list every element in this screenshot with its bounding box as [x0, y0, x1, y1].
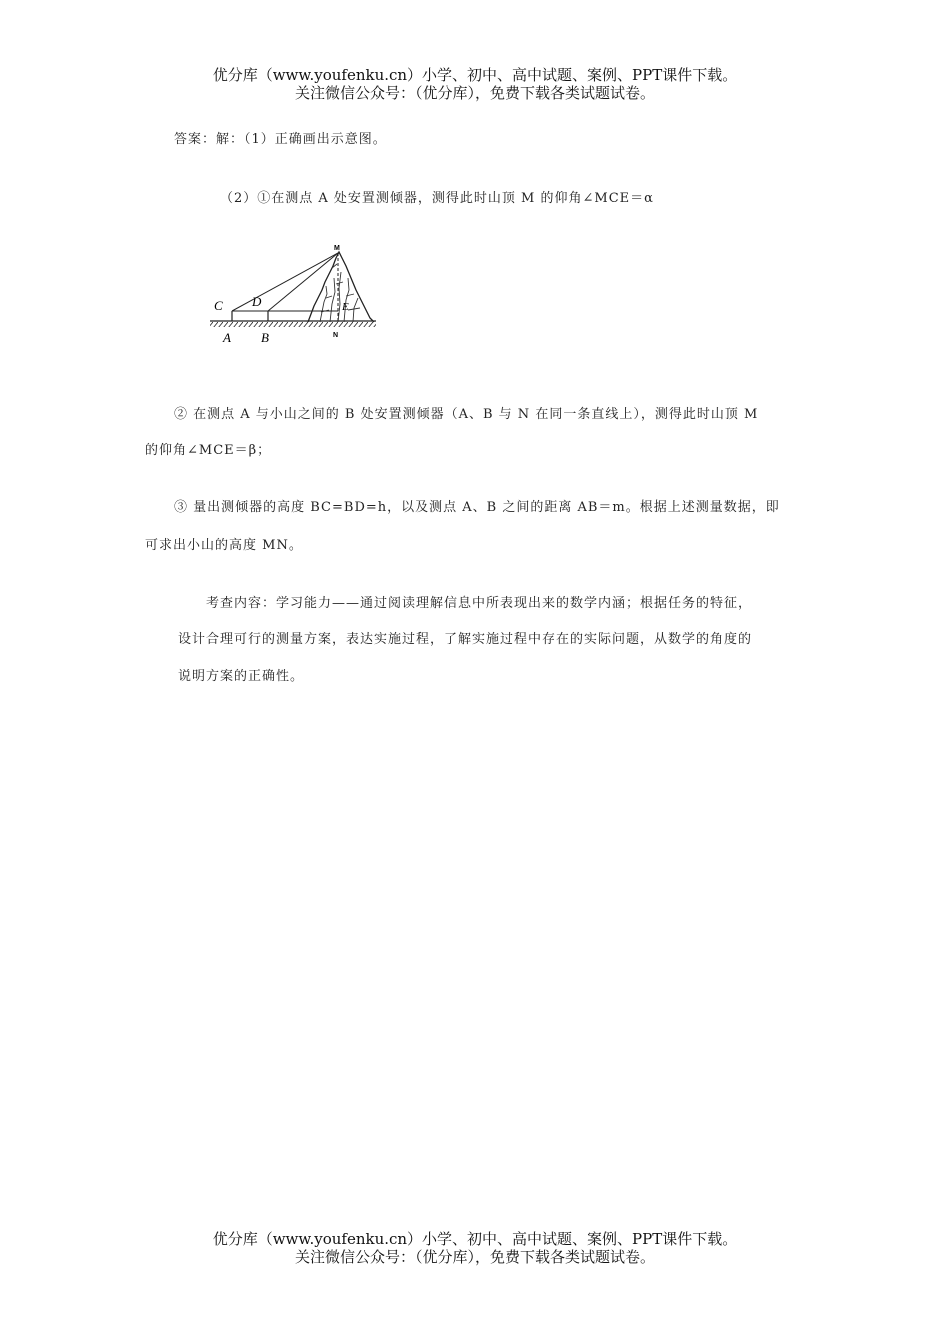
label-B: B [261, 330, 269, 345]
label-C: C [214, 298, 223, 313]
footer-line-2: 关注微信公众号：（优分库），免费下载各类试题试卷。 [294, 1248, 655, 1266]
label-D: D [252, 294, 262, 309]
answer-part-1: 答案：解：（1）正确画出示意图。 [174, 132, 387, 147]
answer-part-4-line-1: ③ 量出测倾器的高度 BC=BD=h，以及测点 A、B 之间的距离 AB＝m。根据上述测量数据，即 [174, 500, 780, 515]
mountain-texture [320, 264, 360, 322]
page-footer [0, 1230, 950, 1266]
label-E: E [342, 301, 349, 313]
review-line-1: 考查内容：学习能力——通过阅读理解信息中所表现出来的数学内涵；根据任务的特征， [206, 596, 753, 611]
answer-part-2: （2）①在测点 A 处安置测倾器，测得此时山顶 M 的仰角∠MCE＝α [220, 191, 654, 206]
header-line-1: 优分库（www.youfenku.cn）小学、初中、高中试题、案例、PPT课件下载。 [212, 66, 738, 84]
answer-part-3-line-2: 的仰角∠MCE＝β； [145, 443, 272, 458]
label-A: A [223, 330, 231, 345]
label-N: N [333, 332, 339, 339]
review-line-2: 设计合理可行的测量方案，表达实施过程，了解实施过程中存在的实际问题，从数学的角度的 [178, 632, 753, 647]
footer-line-1: 优分库（www.youfenku.cn）小学、初中、高中试题、案例、PPT课件下载。 [212, 1230, 738, 1248]
sight-line-DM [268, 253, 338, 311]
review-line-3: 说明方案的正确性。 [178, 669, 305, 684]
label-M: M [334, 245, 340, 252]
page-header [0, 66, 950, 102]
answer-part-4-line-2: 可求出小山的高度 MN。 [145, 538, 303, 553]
header-line-2: 关注微信公众号：（优分库），免费下载各类试题试卷。 [294, 84, 655, 102]
ground-hatch [210, 322, 376, 327]
sight-line-CM [232, 253, 338, 311]
answer-part-3-line-1: ② 在测点 A 与小山之间的 B 处安置测倾器（A、B 与 N 在同一条直线上），测得此时山顶 M [174, 407, 759, 422]
mountain-survey-diagram [208, 238, 380, 350]
